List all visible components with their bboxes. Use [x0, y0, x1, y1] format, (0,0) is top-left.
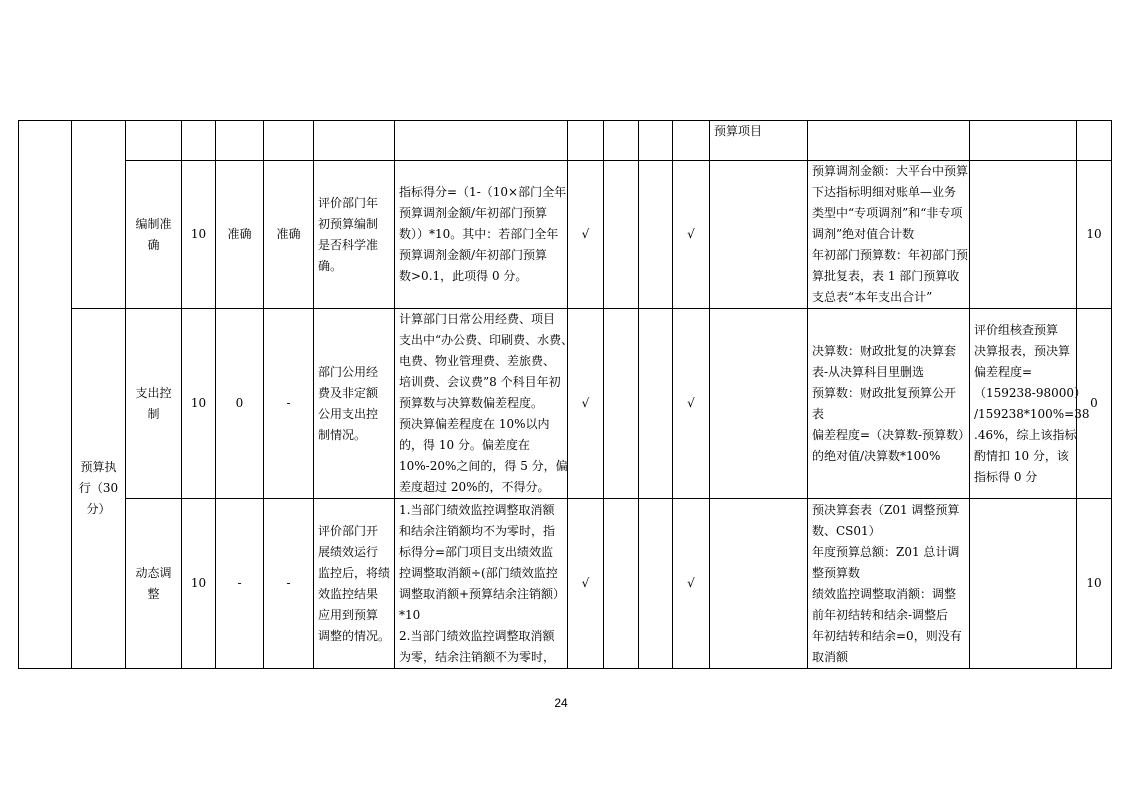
method-line: 10%-20%之间的，得 5 分，偏 — [399, 459, 568, 473]
target-cell: - — [216, 499, 264, 669]
cell — [604, 121, 639, 161]
cell — [314, 121, 395, 161]
group-name-line: 行（30 — [78, 481, 119, 495]
basis-line: 类型中“专项调剂”和“非专项 — [812, 206, 963, 220]
target-cell: 0 — [216, 309, 264, 499]
page-number: 24 — [554, 696, 568, 710]
basis-cell: 预算项目 — [710, 121, 808, 161]
basis-line: 调剂”绝对值合计数 — [812, 227, 915, 241]
evaluation-table — [18, 120, 1112, 669]
remark-line: 偏差程度= — [974, 364, 1033, 379]
basis-line: 偏差程度=（决算数-预算数） — [812, 427, 971, 442]
blank-group-cell — [72, 121, 126, 309]
method-cell — [395, 161, 568, 309]
method-line: 控调整取消额÷(部门绩效监控 — [399, 565, 558, 580]
basis-line: 数、CS01） — [812, 523, 881, 538]
basis-line: 年初部门预算数：年初部门预 — [812, 248, 969, 262]
method-line: 1.当部门绩效监控调整取消额 — [399, 502, 555, 517]
method-cell — [395, 309, 574, 499]
basis-cell — [808, 499, 970, 669]
method-line: 数））*10。其中：若部门全年 — [399, 227, 559, 241]
group-name-cell — [72, 309, 126, 669]
check-mark-cell: √ — [673, 309, 710, 499]
method-line: 支出中“办公费、印刷费、水费、 — [399, 333, 574, 347]
basis-line: 预决算套表（Z01 调整预算 — [812, 502, 960, 517]
weight-cell: 10 — [182, 309, 216, 499]
check-mark-cell: √ — [568, 161, 604, 309]
description-line: 公用支出控 — [318, 406, 379, 421]
remark-cell — [970, 309, 1090, 499]
cell — [395, 121, 568, 161]
cell — [639, 309, 673, 499]
basis-line: 取消额 — [812, 649, 849, 664]
cell — [710, 499, 808, 669]
blank-first-column-cell — [19, 121, 72, 669]
method-line: 2.当部门绩效监控调整取消额 — [399, 628, 555, 643]
method-line: 预算调剂金额/年初部门预算 — [399, 248, 548, 262]
check-mark-cell: √ — [673, 161, 710, 309]
basis-line: 预算调剂金额：大平台中预算 — [812, 164, 969, 178]
weight-cell: 10 — [182, 499, 216, 669]
remark-line: .46%，综上该指标 — [974, 427, 1077, 442]
basis-line: 绩效监控调整取消额：调整 — [812, 586, 957, 601]
method-line: 数>0.1，此项得 0 分。 — [399, 269, 528, 283]
basis-line: 前年初结转和结余-调整后 — [812, 607, 949, 622]
indicator-name-cell — [126, 161, 182, 309]
basis-line: 整预算数 — [812, 565, 861, 580]
description-line: 展绩效运行 — [318, 544, 379, 559]
check-mark-cell: √ — [673, 499, 710, 669]
method-cell — [395, 499, 568, 669]
basis-line: 决算数：财政批复的决算套 — [812, 343, 957, 358]
basis-line: 年初结转和结余=0，则没有 — [812, 628, 962, 643]
remark-line: 指标得 0 分 — [974, 469, 1038, 484]
table-row — [19, 161, 1112, 309]
actual-cell: - — [264, 309, 314, 499]
score-cell: 0 — [1077, 309, 1112, 499]
actual-cell: - — [264, 499, 314, 669]
table-row — [19, 499, 1112, 669]
description-line: 部门公用经 — [318, 364, 379, 379]
description-line: 是否科学准 — [318, 237, 379, 252]
cell — [604, 309, 639, 499]
basis-cell — [808, 161, 970, 309]
remark-line: 决算报表，预决算 — [974, 343, 1071, 358]
basis-line: 表-从决算科目里删选 — [812, 364, 925, 379]
actual-cell: 准确 — [264, 161, 314, 309]
indicator-name-cell — [126, 499, 182, 669]
score-cell: 10 — [1077, 499, 1112, 669]
cell — [264, 121, 314, 161]
cell — [970, 121, 1077, 161]
description-line: 评价部门开 — [318, 523, 379, 538]
basis-line: 年度预算总额：Z01 总计调 — [812, 544, 960, 559]
table-row — [19, 309, 1112, 499]
cell — [126, 121, 182, 161]
cell — [568, 121, 604, 161]
table-row — [19, 121, 1112, 161]
description-line: 初预算编制 — [318, 216, 379, 231]
method-line: *10 — [399, 607, 421, 622]
remark-line: 评价组核查预算 — [974, 322, 1059, 337]
description-line: 效监控结果 — [318, 586, 379, 601]
method-line: 预算调剂金额/年初部门预算 — [399, 206, 548, 220]
method-line: 指标得分=（1-（10×部门全年 — [399, 185, 567, 199]
basis-cell — [808, 309, 970, 499]
indicator-name-cell — [126, 309, 182, 499]
basis-line: 下达指标明细对账单—业务 — [812, 185, 957, 199]
remark-line: （159238-98000） — [974, 385, 1087, 400]
check-mark-cell: √ — [568, 309, 604, 499]
weight-cell: 10 — [182, 161, 216, 309]
method-line: 和结余注销额均不为零时，指 — [399, 523, 556, 538]
method-line: 调整取消额+预算结余注销额） — [399, 586, 566, 601]
method-line: 为零，结余注销额不为零时， — [399, 649, 556, 664]
cell — [639, 121, 673, 161]
group-name-line: 预算执 — [80, 460, 117, 474]
target-cell: 准确 — [216, 161, 264, 309]
description-line: 应用到预算 — [318, 607, 379, 622]
cell — [710, 309, 808, 499]
indicator-name-line: 制 — [147, 406, 160, 421]
remark-cell — [970, 161, 1077, 309]
method-line: 电费、物业管理费、差旅费、 — [399, 354, 556, 368]
description-line: 费及非定额 — [318, 385, 379, 400]
remark-cell — [970, 499, 1077, 669]
cell — [710, 161, 808, 309]
basis-line: 算批复表，表 1 部门预算收 — [812, 269, 960, 283]
check-mark-cell: √ — [568, 499, 604, 669]
description-line: 评价部门年 — [318, 195, 379, 210]
cell — [1077, 121, 1112, 161]
basis-line: 的绝对值/决算数*100% — [812, 448, 941, 463]
indicator-name-line: 确 — [147, 237, 160, 252]
cell — [639, 161, 673, 309]
method-line: 预决算偏差程度在 10%以内 — [399, 417, 550, 431]
description-cell — [314, 309, 395, 499]
indicator-name-line: 编制准 — [135, 216, 172, 231]
cell — [216, 121, 264, 161]
description-line: 确。 — [318, 258, 343, 273]
description-line: 监控后，将绩 — [318, 565, 391, 580]
cell — [639, 499, 673, 669]
method-line: 标得分=部门项目支出绩效监 — [399, 544, 554, 559]
remark-line: /159238*100%=38 — [974, 406, 1090, 421]
method-line: 差度超过 20%的，不得分。 — [399, 480, 550, 494]
remark-line: 酌情扣 10 分，该 — [974, 448, 1069, 463]
description-line: 制情况。 — [318, 427, 367, 442]
basis-line: 预算数：财政批复预算公开 — [812, 385, 957, 400]
cell — [604, 499, 639, 669]
description-cell — [314, 161, 395, 309]
description-line: 调整的情况。 — [318, 628, 391, 643]
indicator-name-line: 动态调 — [135, 565, 172, 580]
method-line: 预算数与决算数偏差程度。 — [399, 396, 544, 410]
cell — [182, 121, 216, 161]
group-name-line: 分） — [86, 502, 111, 516]
basis-line: 支总表“本年支出合计” — [812, 290, 933, 304]
method-line: 培训费、会议费”8 个科目年初 — [399, 375, 561, 389]
indicator-name-line: 整 — [147, 586, 160, 601]
cell — [604, 161, 639, 309]
method-line: 的，得 10 分。偏差度在 — [399, 438, 530, 452]
cell — [673, 121, 710, 161]
cell — [808, 121, 970, 161]
description-cell — [314, 499, 395, 669]
method-line: 计算部门日常公用经费、项目 — [399, 312, 556, 326]
score-cell: 10 — [1077, 161, 1112, 309]
indicator-name-line: 支出控 — [135, 385, 172, 400]
basis-line: 表 — [812, 406, 825, 421]
